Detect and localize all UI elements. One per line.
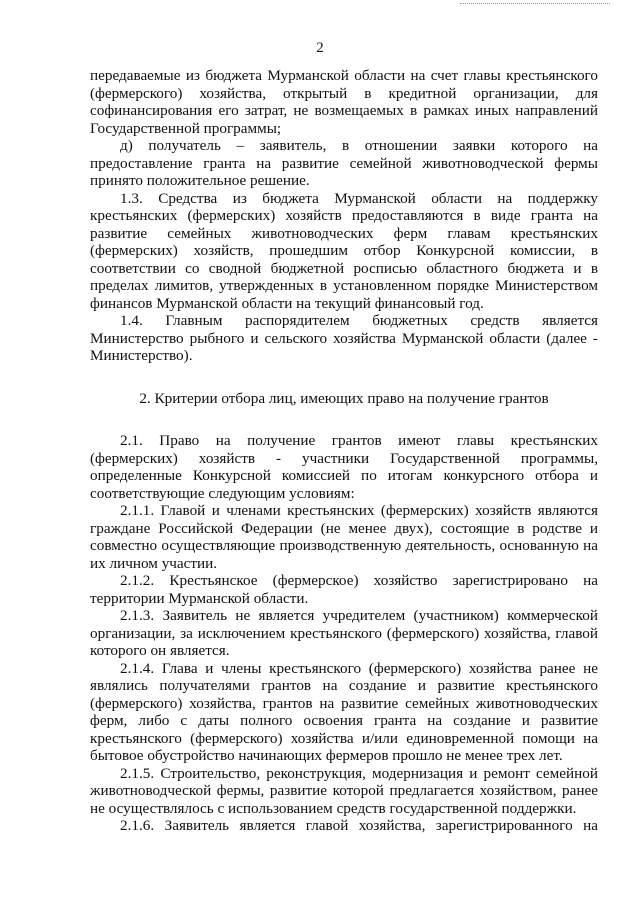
paragraph: д) получатель – заявитель, в отношении заявки которого на предоставление гранта на развитие семейной животноводческой фермы принято положительное решение. — [90, 137, 598, 189]
paragraph: 2.1. Право на получение грантов имеют главы крестьянских (фермерских) хозяйств - участники Государственной программы, определенные Конкурсной комиссией по итогам конкурсного отбора и соответствующие следующим условиям: — [90, 432, 598, 502]
paragraphs-after — [90, 432, 598, 835]
page-number: 2 — [316, 40, 324, 56]
paragraph: 2.1.5. Строительство, реконструкция, модернизация и ремонт семейной животноводческой фермы, развитие которой предлагается хозяйством, ранее не осуществлялось с использованием средств государственной поддержки. — [90, 764, 598, 817]
paragraph: 2.1.1. Главой и членами крестьянских (фермерских) хозяйств являются граждане Российской Федерации (не менее двух), состоящие в родстве и совместно осуществляющие производственную деятельность, основанную на их личном участии. — [90, 502, 598, 572]
document-body — [90, 67, 598, 835]
paragraph: 2.1.3. Заявитель не является учредителем (участником) коммерческой организации, за исключением крестьянского (фермерского) хозяйства, главой которого он является. — [90, 607, 598, 659]
paragraph: 2.1.2. Крестьянское (фермерское) хозяйство зарегистрировано на территории Мурманской области. — [90, 572, 598, 607]
paragraph: 1.3. Средства из бюджета Мурманской области на поддержку крестьянских (фермерских) хозяйств предоставляются в виде гранта на развитие семейных животноводческих ферм главам крестьянских (фермерских) хозяйств, прошедшим отбор Конкурсной комиссии, в соответствии со сводной бюджетной росписью областного бюджета и в пределах лимитов, утвержденных в установленном порядке Министерством финансов Мурманской области на текущий финансовый год. — [90, 189, 598, 312]
scan-edge-mark — [460, 0, 610, 4]
paragraph: передаваемые из бюджета Мурманской области на счет главы крестьянского (фермерского) хозяйства, открытый в кредитной организации, для софинансирования его затрат, не возмещаемых в рамках иных направлений Государственной программы; — [90, 67, 598, 137]
paragraph: 2.1.6. Заявитель является главой хозяйства, зарегистрированного на — [120, 817, 598, 834]
paragraph: 1.4. Главным распорядителем бюджетных средств является Министерство рыбного и сельского хозяйства Мурманской области (далее - Министерство). — [90, 312, 598, 364]
paragraph: 2.1.4. Глава и члены крестьянского (фермерского) хозяйства ранее не являлись получателями грантов на создание и развитие крестьянского (фермерского) хозяйства, грантов на развитие семейных животноводческих ферм, либо с даты полного освоения гранта на создание и развитие крестьянского (фермерского) хозяйства и/или единовременной помощи на бытовое обустройство начинающих фермеров прошло не менее трех лет. — [90, 659, 598, 764]
paragraphs-before — [90, 67, 598, 365]
section-heading: 2. Критерии отбора лиц, имеющих право на получение грантов — [139, 389, 549, 407]
